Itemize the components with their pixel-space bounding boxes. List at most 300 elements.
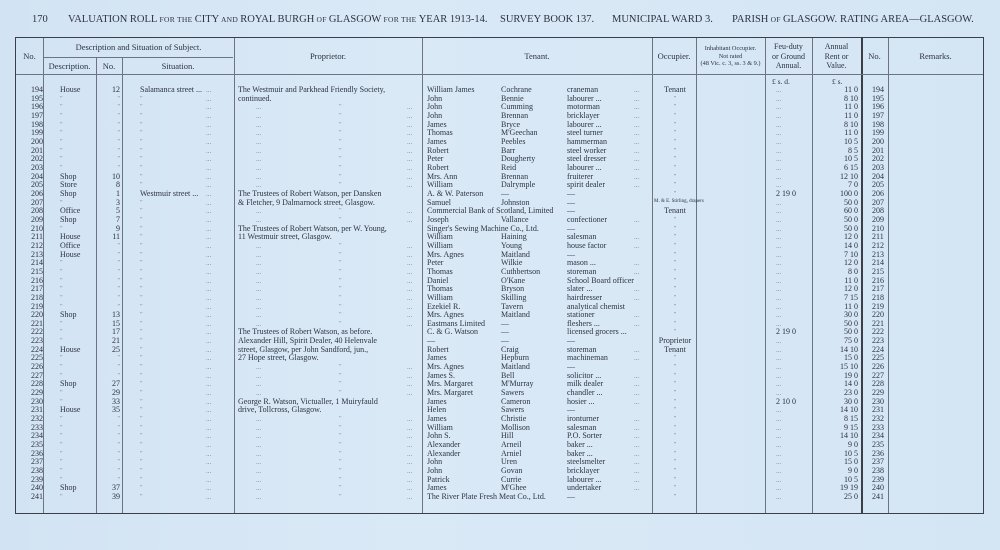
situation: " — [140, 311, 143, 319]
tenant-last-name: O'Kane — [501, 275, 526, 285]
situation-dots: ... — [206, 328, 212, 337]
occupation: slater ... — [567, 284, 593, 294]
table-row — [16, 380, 982, 389]
proprietor-ditto: " — [339, 215, 342, 223]
tenant-first-name: James — [427, 136, 447, 146]
description: " — [60, 423, 63, 431]
proprietor-dots-end: ... — [407, 467, 413, 476]
annual-value: 12 10 — [840, 171, 858, 181]
annual-value: 11 0 — [844, 301, 858, 311]
proprietor-dots: ... — [256, 423, 262, 432]
description: " — [60, 458, 63, 466]
proprietor: The Trustees of Robert Watson, per W. Young, — [238, 223, 387, 233]
tenant-first-name: William — [427, 180, 453, 190]
occupation-dots: ... — [634, 354, 640, 363]
occupation: bricklayer — [567, 466, 600, 476]
feu-duty: ... — [776, 337, 782, 346]
proprietor-dots-end: ... — [407, 241, 413, 250]
proprietor-dots: ... — [256, 137, 262, 146]
situation: " — [140, 259, 143, 267]
feu-duty: ... — [776, 311, 782, 320]
occupation: labourer ... — [567, 119, 602, 129]
row-number: 201 — [31, 145, 43, 155]
table-row — [16, 129, 982, 138]
proprietor-ditto: " — [339, 111, 342, 119]
feu-duty: ... — [776, 415, 782, 424]
tenant-first-name: Peter — [427, 154, 444, 164]
occupation-dots: ... — [634, 137, 640, 146]
street-number: " — [117, 302, 120, 310]
occupation-dots: ... — [634, 458, 640, 467]
occupation-dots: ... — [634, 441, 640, 450]
row-number: 232 — [31, 414, 43, 424]
proprietor-dots: ... — [256, 111, 262, 120]
proprietor-dots: ... — [256, 276, 262, 285]
street-number: " — [117, 475, 120, 483]
description: " — [60, 224, 63, 232]
row-number: 196 — [31, 102, 43, 112]
proprietor-dots: ... — [256, 458, 262, 467]
annual-value: 11 0 — [844, 128, 858, 138]
tenant-first-name: John S. — [427, 431, 451, 441]
row-number: 212 — [31, 240, 43, 250]
description: House — [60, 405, 81, 415]
tenant-last-name: Skilling — [501, 292, 527, 302]
occupation: — — [567, 492, 575, 502]
street-number: 37 — [112, 483, 120, 493]
occupier: " — [673, 94, 677, 102]
feu-duty: ... — [776, 389, 782, 398]
col-header-tenant: Tenant. — [524, 51, 550, 61]
tenant-last-name: Brennan — [501, 171, 529, 181]
situation: " — [140, 441, 143, 449]
feu-duty: ... — [776, 94, 782, 103]
tenant-first-name: Mrs. Agnes — [427, 249, 464, 259]
tenant-last-name: Young — [501, 240, 522, 250]
occupier: " — [673, 285, 677, 293]
municipal-ward: MUNICIPAL WARD 3. — [612, 14, 713, 25]
tenant-last-name: Wilkie — [501, 258, 523, 268]
feu-duty: ... — [776, 120, 782, 129]
situation: " — [140, 111, 143, 119]
row-number-right: 216 — [872, 275, 884, 285]
annual-value: 11 0 — [844, 275, 858, 285]
table-row — [16, 346, 982, 355]
proprietor-dots: ... — [256, 250, 262, 259]
tenant-first-name: Mrs. Margaret — [427, 379, 474, 389]
occupier: " — [673, 406, 677, 414]
occupier: " — [673, 467, 677, 475]
situation-dots: ... — [206, 302, 212, 311]
tenant-first-name: James S. — [427, 370, 455, 380]
row-number: 238 — [31, 466, 43, 476]
row-number-right: 225 — [872, 353, 884, 363]
occupier: " — [673, 363, 677, 371]
row-number: 225 — [31, 353, 43, 363]
proprietor: The Trustees of Robert Watson, as before. — [238, 327, 373, 337]
tenant-first-name: Patrick — [427, 474, 450, 484]
occupier: " — [673, 250, 677, 258]
feu-line-1: Feu-duty — [774, 42, 803, 51]
proprietor-ditto: " — [339, 423, 342, 431]
row-number-right: 215 — [872, 266, 884, 276]
row-number: 200 — [31, 136, 43, 146]
tenant-last-name: Maitland — [501, 310, 530, 320]
occupation: bricklayer — [567, 110, 600, 120]
occupation: — — [567, 405, 575, 415]
occupier: " — [673, 371, 677, 379]
occupation: steel dresser — [567, 154, 607, 164]
situation: " — [140, 363, 143, 371]
description: " — [60, 371, 63, 379]
proprietor-ditto: " — [339, 181, 342, 189]
situation: " — [140, 380, 143, 388]
feu-duty: ... — [776, 371, 782, 380]
row-number-right: 206 — [872, 188, 884, 198]
row-number: 208 — [31, 206, 43, 216]
situation-dots: ... — [206, 345, 212, 354]
situation-dots: ... — [206, 94, 212, 103]
row-number-right: 233 — [872, 422, 884, 432]
col-header-number: No. — [102, 61, 116, 71]
header-subdivider — [43, 57, 233, 58]
table-row — [16, 112, 982, 121]
tenant-last-name: Sawers — [501, 388, 525, 398]
situation-dots: ... — [206, 86, 212, 94]
table-row — [16, 354, 982, 363]
street-number: 39 — [112, 492, 120, 502]
tenant-first-name: James — [427, 396, 447, 406]
header-divider — [16, 74, 983, 75]
occupier: Tenant — [664, 206, 686, 216]
tenant-first-name: Robert — [427, 162, 449, 172]
occupation: steelsmelter — [567, 457, 606, 467]
tenant-last-name: Cochrane — [501, 85, 532, 94]
proprietor-dots: ... — [256, 285, 262, 294]
occupation: hosier ... — [567, 396, 595, 406]
tenant-last-name: Cuthbertson — [501, 266, 541, 276]
col-header-annual-rent — [812, 42, 861, 71]
street-number: " — [117, 259, 120, 267]
feu-duty: ... — [776, 467, 782, 476]
tenant-first-name: James — [427, 353, 447, 363]
situation-dots: ... — [206, 207, 212, 216]
occupier: " — [673, 441, 677, 449]
row-number: 236 — [31, 448, 43, 458]
row-number-right: 237 — [872, 457, 884, 467]
row-number: 224 — [31, 344, 43, 354]
street-number: " — [117, 250, 120, 258]
description: " — [60, 354, 63, 362]
tenant-first-name: Mrs. Ann — [427, 171, 458, 181]
proprietor-dots-end: ... — [407, 276, 413, 285]
proprietor-dots: ... — [256, 181, 262, 190]
title-part: FOR THE — [157, 15, 195, 24]
situation-dots: ... — [206, 493, 212, 502]
tenant-first-name: William James — [427, 85, 475, 94]
situation: " — [140, 94, 143, 102]
street-number: 17 — [112, 327, 120, 337]
table-row — [16, 103, 982, 112]
occupation: labourer ... — [567, 474, 602, 484]
description: " — [60, 475, 63, 483]
tenant-last-name: Arniel — [501, 448, 522, 458]
street-number: " — [117, 111, 120, 119]
situation-dots: ... — [206, 137, 212, 146]
proprietor: continued. — [238, 93, 272, 103]
annual-value: 15 0 — [844, 353, 858, 363]
annual-value: 7 15 — [844, 292, 858, 302]
street-number: 8 — [116, 180, 120, 190]
occupation-dots: ... — [634, 172, 640, 181]
annual-value: 11 0 — [844, 102, 858, 112]
proprietor-ditto: " — [339, 371, 342, 379]
proprietor-dots: ... — [256, 267, 262, 276]
situation: " — [140, 241, 143, 249]
description: " — [60, 293, 63, 301]
feu-duty: ... — [776, 302, 782, 311]
proprietor-ditto: " — [339, 319, 342, 327]
feu-duty: ... — [776, 198, 782, 207]
occupation: — — [567, 197, 575, 207]
situation-dots: ... — [206, 449, 212, 458]
occupation-dots: ... — [634, 285, 640, 294]
annual-value: 50 0 — [844, 197, 858, 207]
tenant-first-name: Thomas — [427, 284, 453, 294]
description: Shop — [60, 483, 77, 493]
feu-duty: ... — [776, 233, 782, 242]
feu-duty: ... — [776, 172, 782, 181]
situation-dots: ... — [206, 423, 212, 432]
annual-value: 15 10 — [840, 362, 858, 372]
description: Shop — [60, 188, 77, 198]
situation-dots: ... — [206, 250, 212, 259]
table-row — [16, 259, 982, 268]
description: " — [60, 259, 63, 267]
table-row — [16, 424, 982, 433]
situation-dots: ... — [206, 198, 212, 207]
proprietor-dots-end: ... — [407, 371, 413, 380]
situation: " — [140, 397, 143, 405]
proprietor-ditto: " — [339, 415, 342, 423]
table-row — [16, 432, 982, 441]
street-number: 15 — [112, 318, 120, 328]
situation-dots: ... — [206, 163, 212, 172]
situation: " — [140, 224, 143, 232]
row-number-right: 223 — [872, 336, 884, 346]
proprietor-dots: ... — [256, 389, 262, 398]
tenant-last-name: Uren — [501, 457, 517, 467]
occupation-dots: ... — [634, 215, 640, 224]
tenant-first-name: Joseph — [427, 214, 449, 224]
situation: " — [140, 207, 143, 215]
occupation: confectioner — [567, 214, 607, 224]
feu-duty: ... — [776, 441, 782, 450]
occupation: fruiterer — [567, 171, 594, 181]
row-number-right: 195 — [872, 93, 884, 103]
feu-duty: ... — [776, 146, 782, 155]
tenant-last-name: Bryce — [501, 119, 521, 129]
table-row — [16, 372, 982, 381]
street-number: " — [117, 137, 120, 145]
title-part: OF — [314, 15, 329, 24]
proprietor-dots: ... — [256, 293, 262, 302]
occupation-dots: ... — [634, 380, 640, 389]
proprietor-dots: ... — [256, 259, 262, 268]
proprietor-dots-end: ... — [407, 423, 413, 432]
proprietor: 11 Westmuir street, Glasgow. — [238, 232, 332, 242]
feu-duty: ... — [776, 432, 782, 441]
situation-dots: ... — [206, 241, 212, 250]
row-number: 199 — [31, 128, 43, 138]
proprietor: street, Glasgow, per John Sandford, jun., — [238, 344, 369, 354]
situation: Salamanca street ... — [140, 85, 202, 94]
description: Shop — [60, 214, 77, 224]
street-number: " — [117, 293, 120, 301]
situation: " — [140, 458, 143, 466]
tenant-last-name: Govan — [501, 466, 523, 476]
feu-duty: ... — [776, 155, 782, 164]
row-number: 205 — [31, 180, 43, 190]
occupation-dots: ... — [634, 475, 640, 484]
feu-duty: ... — [776, 380, 782, 389]
tenant-first-name: John — [427, 466, 443, 476]
situation-dots: ... — [206, 233, 212, 242]
occupier: " — [673, 267, 677, 275]
row-number: 241 — [31, 492, 43, 502]
tenant-first-name: James — [427, 414, 447, 424]
proprietor-ditto: " — [339, 475, 342, 483]
description: Shop — [60, 379, 77, 389]
table-row — [16, 173, 982, 182]
tenant-last-name: — — [501, 318, 509, 328]
situation: " — [140, 155, 143, 163]
annual-value: 10 5 — [844, 136, 858, 146]
proprietor-ditto: " — [339, 380, 342, 388]
feu-duty: ... — [776, 224, 782, 233]
situation: " — [140, 423, 143, 431]
row-number: 217 — [31, 284, 43, 294]
occupation: fleshers ... — [567, 318, 600, 328]
annual-value: 8 15 — [844, 414, 858, 424]
description: " — [60, 415, 63, 423]
tenant-last-name: M'Ghee — [501, 483, 527, 493]
tenant-last-name: Tavern — [501, 301, 524, 311]
occupier: " — [673, 233, 677, 241]
street-number: " — [117, 129, 120, 137]
street-number: 12 — [112, 85, 120, 94]
feu-duty: ... — [776, 475, 782, 484]
proprietor-ditto: " — [339, 241, 342, 249]
occupation: — — [567, 336, 575, 346]
occupation: — — [567, 249, 575, 259]
situation: " — [140, 129, 143, 137]
annual-value: 6 15 — [844, 162, 858, 172]
row-number: 209 — [31, 214, 43, 224]
feu-duty: ... — [776, 250, 782, 259]
table-row — [16, 311, 982, 320]
situation: " — [140, 484, 143, 492]
situation-dots: ... — [206, 397, 212, 406]
occupier: Proprietor — [658, 336, 692, 346]
occupation-dots: ... — [634, 467, 640, 476]
proprietor-ditto: " — [339, 293, 342, 301]
row-number-right: 208 — [872, 206, 884, 216]
description: " — [60, 163, 63, 171]
feu-duty: ... — [776, 276, 782, 285]
proprietor-dots-end: ... — [407, 111, 413, 120]
street-number: " — [117, 441, 120, 449]
proprietor-dots-end: ... — [407, 441, 413, 450]
occupation: stationer — [567, 310, 595, 320]
row-number: 239 — [31, 474, 43, 484]
occupation: storeman — [567, 344, 597, 354]
proprietor-dots-end: ... — [407, 484, 413, 493]
situation: " — [140, 233, 143, 241]
occupation-dots: ... — [634, 449, 640, 458]
situation-dots: ... — [206, 172, 212, 181]
annual-value: 14 10 — [840, 344, 858, 354]
tenant-last-name: Dalrymple — [501, 180, 536, 190]
row-number: 206 — [31, 188, 43, 198]
tenant-last-name: M'Murray — [501, 379, 534, 389]
title-part: ROYAL BURGH — [240, 14, 315, 25]
tenant-last-name: Bennie — [501, 93, 524, 103]
description: " — [60, 302, 63, 310]
situation: " — [140, 293, 143, 301]
occupier: " — [673, 389, 677, 397]
tenant-first-name: Helen — [427, 405, 447, 415]
proprietor-dots: ... — [256, 319, 262, 328]
title-part: PARISH — [732, 14, 769, 25]
description: " — [60, 432, 63, 440]
occupation: — — [567, 188, 575, 198]
tenant-last-name: — — [501, 327, 509, 337]
occupation: labourer ... — [567, 162, 602, 172]
tenant-last-name: Vallance — [501, 214, 529, 224]
tenant-first-name: The River Plate Fresh Meat Co., Ltd. — [427, 492, 546, 502]
annual-value: 50 0 — [844, 327, 858, 337]
occupier: " — [673, 215, 677, 223]
annual-value: 75 0 — [844, 336, 858, 346]
occupation: undertaker — [567, 483, 602, 493]
tenant-first-name: Mrs. Agnes — [427, 362, 464, 372]
situation: " — [140, 467, 143, 475]
situation: " — [140, 345, 143, 353]
street-number: 35 — [112, 405, 120, 415]
tenant-first-name: James — [427, 483, 447, 493]
col-header-no-2: No. — [868, 51, 881, 61]
table-row — [16, 277, 982, 286]
situation-dots: ... — [206, 380, 212, 389]
situation: " — [140, 432, 143, 440]
feu-duty: ... — [776, 181, 782, 190]
situation-dots: ... — [206, 363, 212, 372]
street-number: " — [117, 354, 120, 362]
description: " — [60, 103, 63, 111]
table-row — [16, 121, 982, 130]
title-part: CITY — [194, 14, 220, 25]
situation: " — [140, 137, 143, 145]
description: " — [60, 111, 63, 119]
tenant-last-name: Barr — [501, 145, 516, 155]
annual-value: 10 5 — [844, 448, 858, 458]
annual-value: 14 0 — [844, 379, 858, 389]
row-number: 222 — [31, 327, 43, 337]
tenant-first-name: Alexander — [427, 448, 461, 458]
table-row — [16, 138, 982, 147]
annual-value: 12 0 — [844, 232, 858, 242]
